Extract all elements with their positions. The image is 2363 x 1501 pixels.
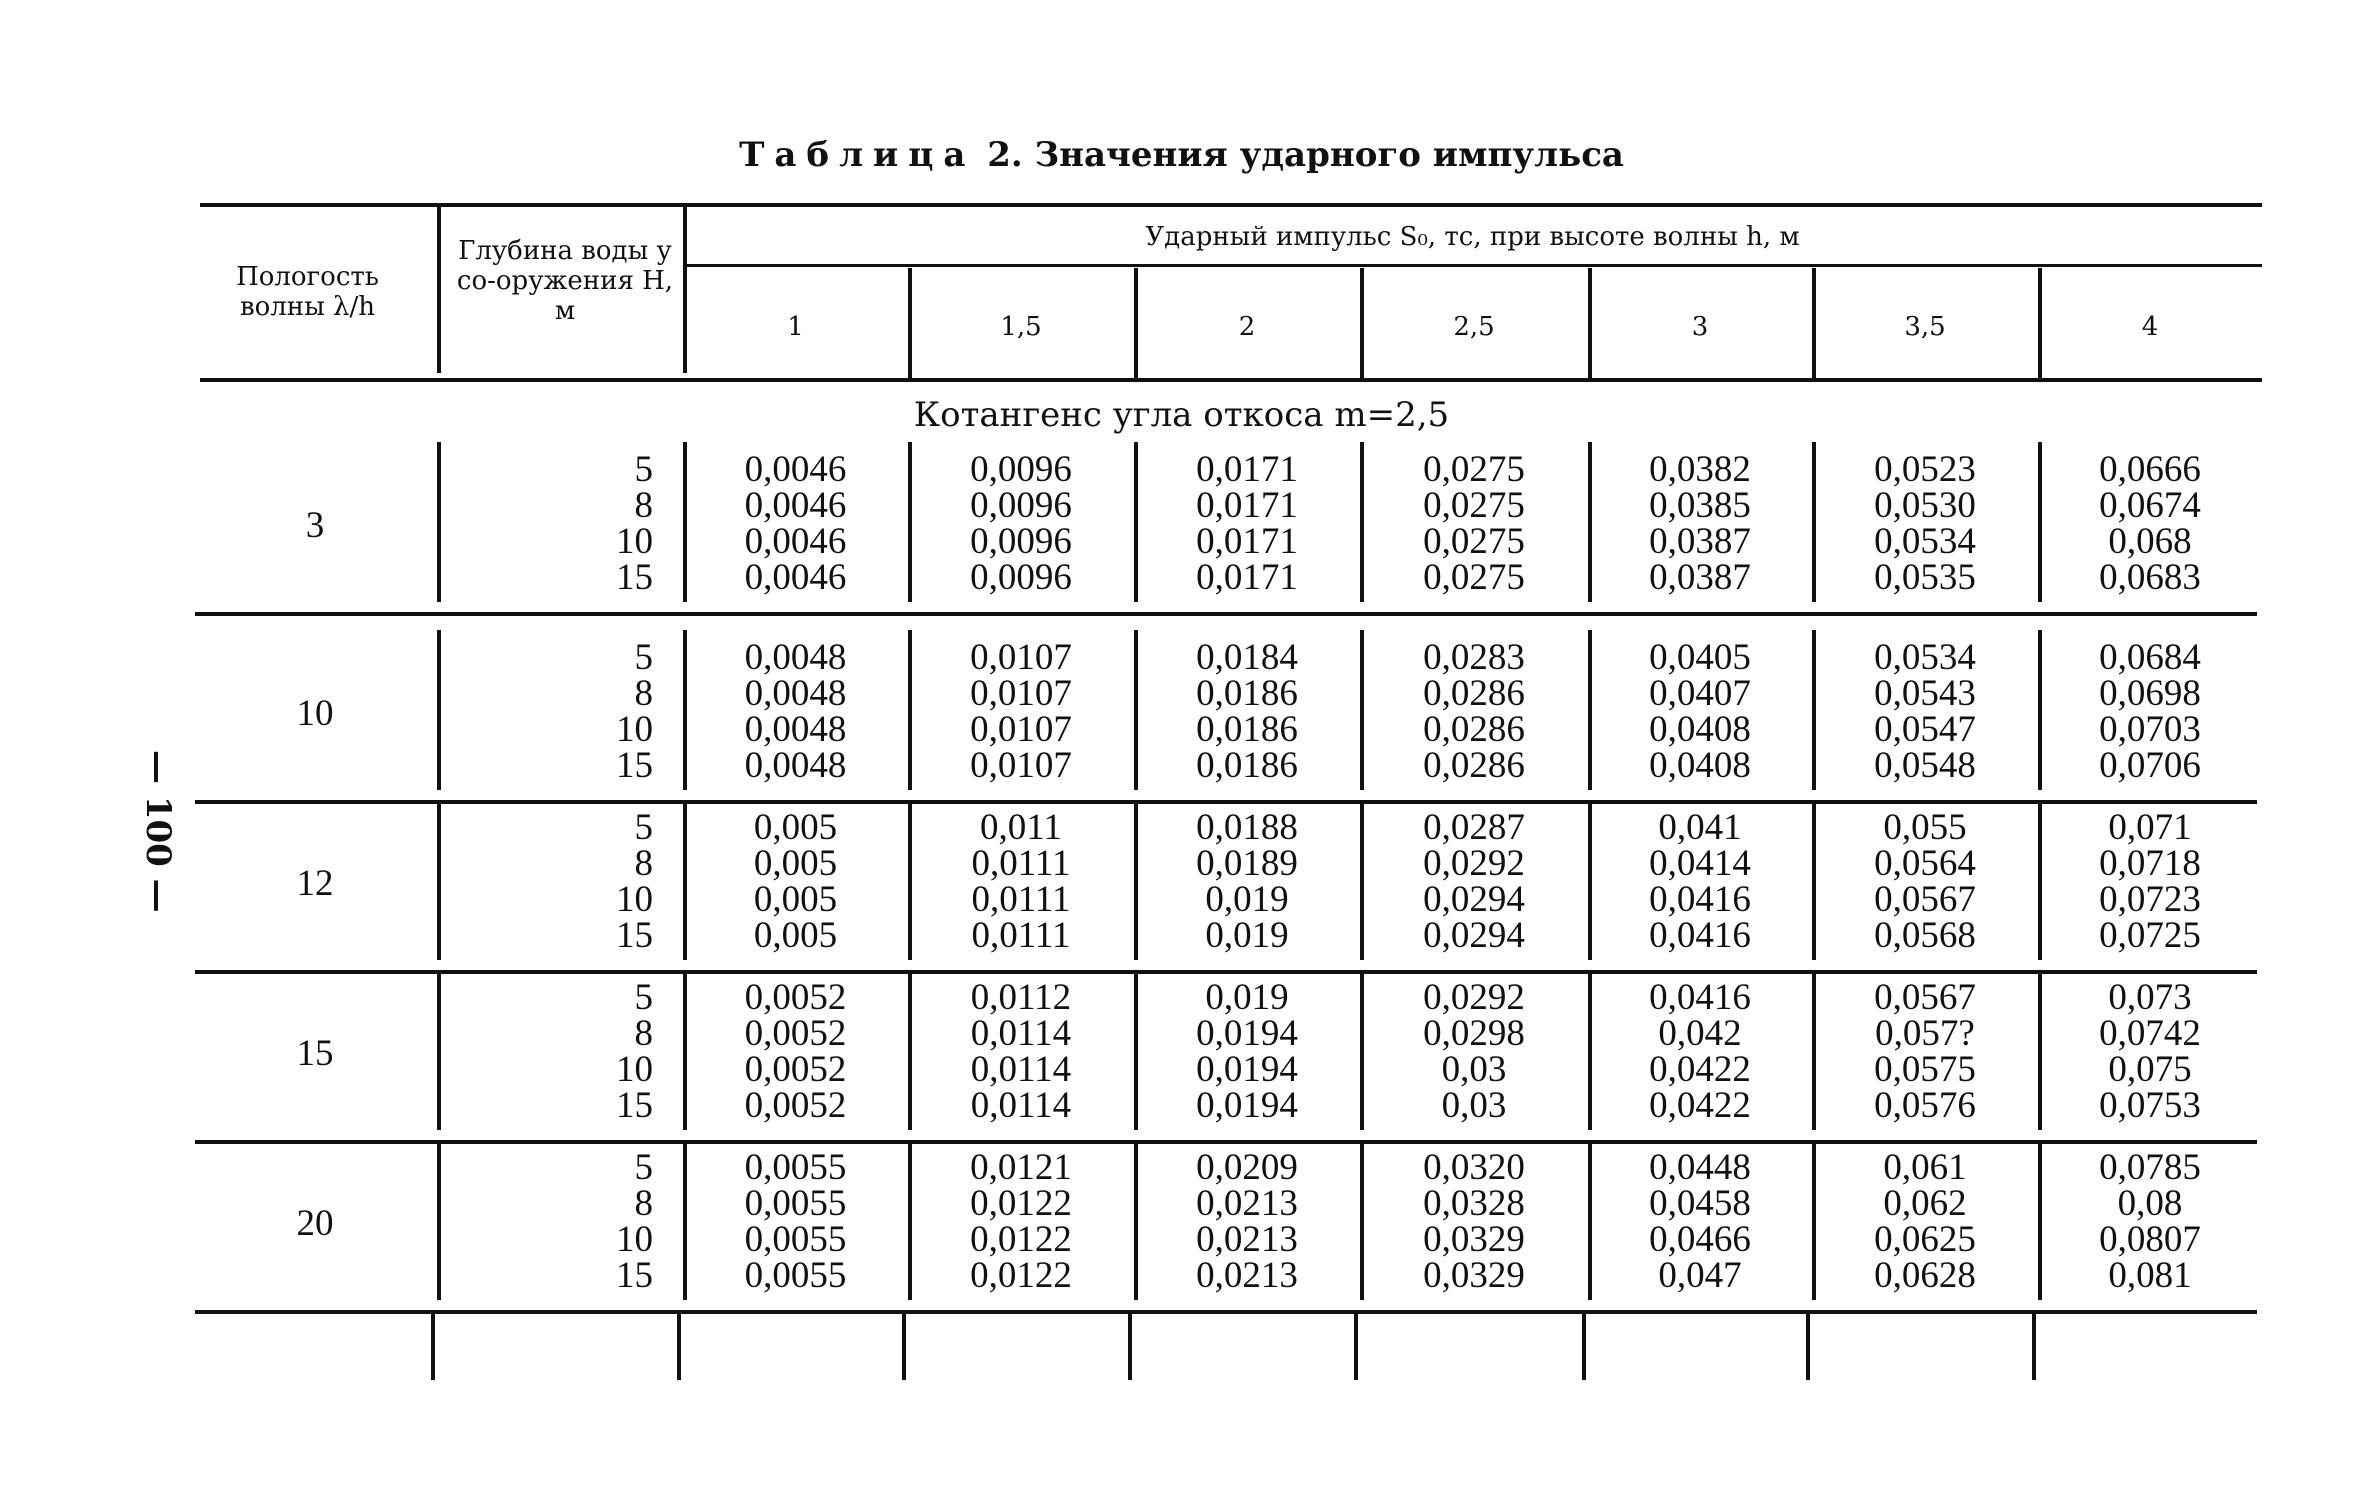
group-sep: [1588, 800, 1592, 960]
impulse-values: 0,0112 0,0114 0,0114 0,0114: [970, 977, 1072, 1126]
impulse-values: 0,0171 0,0171 0,0171 0,0171: [1196, 449, 1298, 598]
impulse-values: 0,0405 0,0407 0,0408 0,0408: [1649, 637, 1751, 786]
depth-values: 5 8 10 15: [616, 1147, 653, 1296]
group-sep: [1812, 630, 1816, 790]
slope-label: 12: [296, 863, 334, 904]
trailing-sep: [1582, 1310, 1586, 1380]
group-sep: [908, 970, 912, 1130]
impulse-values: 0,0283 0,0286 0,0286 0,0286: [1423, 637, 1525, 786]
impulse-values: 0,0275 0,0275 0,0275 0,0275: [1423, 449, 1525, 598]
impulse-values: 0,0567 0,057? 0,0575 0,0576: [1874, 977, 1976, 1126]
group-sep: [683, 970, 687, 1130]
group-sep: [2038, 630, 2042, 790]
group-sep: [2038, 970, 2042, 1130]
header-sep-4: [1134, 268, 1138, 378]
section-title: [0, 395, 2363, 435]
depth-values: 5 8 10 15: [616, 637, 653, 786]
group-sep: [437, 630, 441, 790]
caption-rest: 2. Значения ударного импульса: [987, 135, 1624, 175]
height-col-4: 3: [1691, 312, 1709, 342]
group-sep: [1134, 800, 1138, 960]
group-sep: [1812, 1140, 1816, 1300]
impulse-values: 0,0523 0,0530 0,0534 0,0535: [1874, 449, 1976, 598]
impulse-values: 0,0046 0,0046 0,0046 0,0046: [744, 449, 847, 598]
group-rule: [195, 800, 2257, 804]
group-rule: [195, 612, 2257, 616]
depth-values: 5 8 10 15: [616, 977, 653, 1126]
group-sep: [683, 800, 687, 960]
group-sep: [683, 630, 687, 790]
header-sep-1: [683, 207, 687, 373]
group-sep: [908, 442, 912, 602]
header-depth: Глубина воды у со-оружения H, м: [456, 236, 674, 326]
impulse-values: 0,0096 0,0096 0,0096 0,0096: [970, 449, 1072, 598]
trailing-sep: [677, 1310, 681, 1380]
height-col-5: 3,5: [1904, 312, 1946, 342]
group-sep: [1588, 630, 1592, 790]
header-sep-8: [2038, 268, 2042, 378]
depth-values: 5 8 10 15: [616, 449, 653, 598]
trailing-sep: [1806, 1310, 1810, 1380]
impulse-values: 0,011 0,0111 0,0111 0,0111: [971, 807, 1071, 956]
header-sep-6: [1588, 268, 1592, 378]
group-sep: [2038, 800, 2042, 960]
header-sep-0: [437, 207, 441, 373]
group-sep: [2038, 1140, 2042, 1300]
impulse-values: 0,0320 0,0328 0,0329 0,0329: [1423, 1147, 1525, 1296]
slope-label: 10: [296, 693, 334, 734]
impulse-values: 0,0209 0,0213 0,0213 0,0213: [1196, 1147, 1298, 1296]
header-sep-7: [1812, 268, 1816, 378]
impulse-values: 0,0052 0,0052 0,0052 0,0052: [744, 977, 847, 1126]
slope-label: 20: [296, 1203, 334, 1244]
trailing-sep: [2032, 1310, 2036, 1380]
group-sep: [1134, 442, 1138, 602]
impulse-values: 0,0184 0,0186 0,0186 0,0186: [1196, 637, 1298, 786]
impulse-values: 0,0292 0,0298 0,03 0,03: [1423, 977, 1525, 1126]
impulse-values: 0,0448 0,0458 0,0466 0,047: [1649, 1147, 1751, 1296]
group-sep: [437, 442, 441, 602]
group-sep: [437, 1140, 441, 1300]
trailing-sep: [1354, 1310, 1358, 1380]
rule-top: [200, 203, 2262, 207]
trailing-sep: [902, 1310, 906, 1380]
group-sep: [908, 630, 912, 790]
slope-label: 3: [305, 505, 325, 546]
group-sep: [1360, 1140, 1364, 1300]
rule-header-bottom: [200, 378, 2262, 382]
height-col-2: 2: [1238, 312, 1256, 342]
group-sep: [1360, 630, 1364, 790]
table-caption: [0, 135, 2363, 175]
trailing-sep: [431, 1310, 435, 1380]
caption-prefix: Таблица: [739, 135, 976, 175]
impulse-values: 0,005 0,005 0,005 0,005: [753, 807, 838, 956]
group-sep: [1588, 970, 1592, 1130]
impulse-values: 0,0188 0,0189 0,019 0,019: [1196, 807, 1298, 956]
group-sep: [908, 1140, 912, 1300]
group-sep: [908, 800, 912, 960]
header-sep-3: [908, 268, 912, 378]
header-slope: Пологость волны λ/h: [236, 262, 379, 322]
impulse-values: 0,0416 0,042 0,0422 0,0422: [1649, 977, 1751, 1126]
slope-label: 15: [296, 1033, 334, 1074]
impulse-values: 0,073 0,0742 0,075 0,0753: [2099, 977, 2201, 1126]
group-sep: [437, 970, 441, 1130]
impulse-values: 0,055 0,0564 0,0567 0,0568: [1874, 807, 1976, 956]
height-col-3: 2,5: [1453, 312, 1495, 342]
group-sep: [1360, 800, 1364, 960]
impulse-values: 0,041 0,0414 0,0416 0,0416: [1649, 807, 1751, 956]
impulse-values: 0,0107 0,0107 0,0107 0,0107: [970, 637, 1072, 786]
rule-heights-top: [683, 264, 2262, 267]
group-rule: [195, 1310, 2257, 1314]
impulse-values: 0,0287 0,0292 0,0294 0,0294: [1423, 807, 1525, 956]
group-sep: [683, 1140, 687, 1300]
group-sep: [1588, 442, 1592, 602]
section-title-text: Котангенс угла откоса m=2,5: [913, 395, 1450, 435]
group-rule: [195, 970, 2257, 974]
impulse-values: 0,0785 0,08 0,0807 0,081: [2099, 1147, 2201, 1296]
page-number: — 100 —: [138, 750, 178, 913]
impulse-values: 0,0684 0,0698 0,0703 0,0706: [2099, 637, 2201, 786]
impulse-values: 0,0666 0,0674 0,068 0,0683: [2099, 449, 2201, 598]
group-sep: [1588, 1140, 1592, 1300]
height-col-0: 1: [787, 312, 804, 342]
impulse-values: 0,061 0,062 0,0625 0,0628: [1874, 1147, 1976, 1296]
impulse-values: 0,0534 0,0543 0,0547 0,0548: [1874, 637, 1976, 786]
impulse-values: 0,0048 0,0048 0,0048 0,0048: [744, 637, 847, 786]
group-sep: [1134, 1140, 1138, 1300]
group-sep: [437, 800, 441, 960]
header-sep-5: [1360, 268, 1364, 378]
group-sep: [1134, 630, 1138, 790]
impulse-values: 0,071 0,0718 0,0723 0,0725: [2099, 807, 2201, 956]
impulse-values: 0,0382 0,0385 0,0387 0,0387: [1649, 449, 1751, 598]
group-sep: [683, 442, 687, 602]
impulse-values: 0,0121 0,0122 0,0122 0,0122: [970, 1147, 1072, 1296]
impulse-values: 0,0055 0,0055 0,0055 0,0055: [744, 1147, 847, 1296]
group-sep: [1812, 442, 1816, 602]
header-impulse: Ударный импульс S₀, тс, при высоте волны h, м: [1145, 222, 1800, 252]
group-sep: [1360, 970, 1364, 1130]
group-sep: [1812, 800, 1816, 960]
group-sep: [1812, 970, 1816, 1130]
group-sep: [2038, 442, 2042, 602]
depth-values: 5 8 10 15: [616, 807, 653, 956]
group-sep: [1360, 442, 1364, 602]
height-col-6: 4: [2141, 312, 2159, 342]
group-sep: [1134, 970, 1138, 1130]
group-rule: [195, 1140, 2257, 1144]
height-col-1: 1,5: [1000, 312, 1042, 342]
impulse-values: 0,019 0,0194 0,0194 0,0194: [1196, 977, 1298, 1126]
trailing-sep: [1128, 1310, 1132, 1380]
